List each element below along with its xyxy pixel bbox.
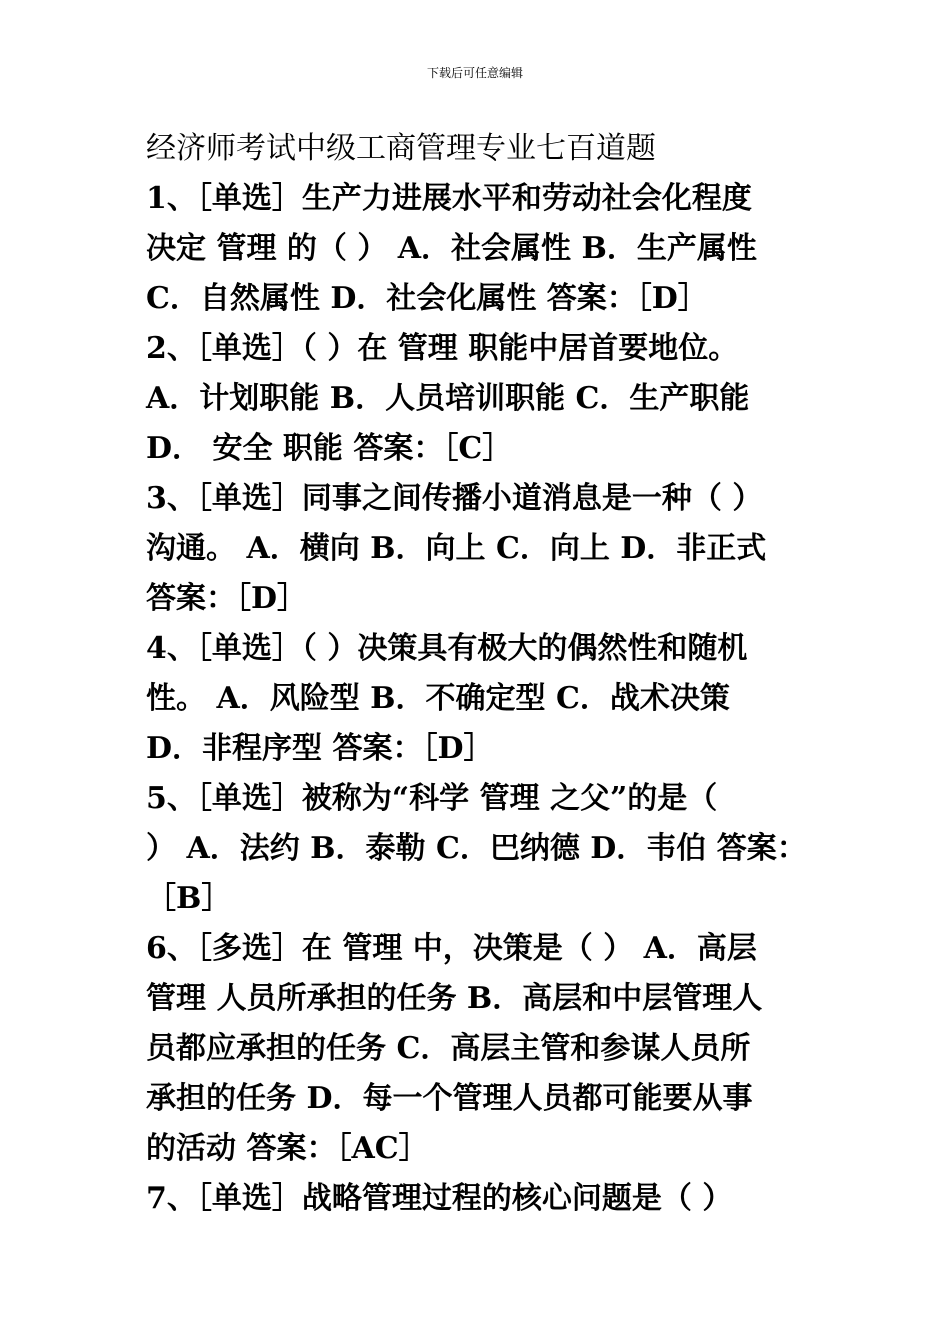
text-line-4: 2、［单选］（ ）在 管理 职能中居首要地位。 bbox=[146, 331, 739, 366]
text-line-17: 管理 人员所承担的任务 B．高层和中层管理人 bbox=[146, 981, 763, 1016]
text-line-5: A．计划职能 B．人员培训职能 C．生产职能 bbox=[146, 381, 750, 416]
text-line-12: D．非程序型 答案：［D］ bbox=[146, 731, 494, 766]
text-line-11: 性。 A．风险型 B．不确定型 C．战术决策 bbox=[146, 681, 730, 716]
text-line-15: ［B］ bbox=[146, 881, 232, 916]
document-title: 经济师考试中级工商管理专业七百道题 bbox=[146, 131, 656, 166]
text-line-10: 4、［单选］（ ）决策具有极大的偶然性和随机 bbox=[146, 631, 748, 666]
text-line-2: 决定 管理 的（ ） A．社会属性 B．生产属性 bbox=[146, 231, 757, 266]
text-line-6: D． 安全 职能 答案：［C］ bbox=[146, 431, 513, 466]
document-body bbox=[146, 124, 818, 1224]
text-line-8: 沟通。 A．横向 B．向上 C．向上 D．非正式 bbox=[146, 531, 767, 566]
text-line-19: 承担的任务 D．每一个管理人员都可能要从事 bbox=[146, 1081, 753, 1116]
text-line-9: 答案：［D］ bbox=[146, 581, 308, 616]
header-note: 下载后可任意编辑 bbox=[426, 66, 523, 80]
text-line-21: 7、［单选］战略管理过程的核心问题是（ ） bbox=[146, 1181, 733, 1216]
text-line-20: 的活动 答案：［AC］ bbox=[146, 1131, 429, 1166]
text-line-3: C．自然属性 D．社会化属性 答案：［D］ bbox=[146, 281, 708, 316]
text-line-13: 5、［单选］被称为“科学 管理 之父”的是（ bbox=[146, 781, 718, 816]
text-line-18: 员都应承担的任务 C．高层主管和参谋人员所 bbox=[146, 1031, 751, 1066]
text-line-14: ） A．法约 B．泰勒 C．巴纳德 D．韦伯 答案： bbox=[146, 831, 807, 866]
text-line-16: 6、［多选］在 管理 中，决策是（ ） A．高层 bbox=[146, 931, 757, 966]
text-line-1: 1、［单选］生产力进展水平和劳动社会化程度 bbox=[146, 181, 752, 216]
text-line-7: 3、［单选］同事之间传播小道消息是一种（ ） bbox=[146, 481, 763, 516]
